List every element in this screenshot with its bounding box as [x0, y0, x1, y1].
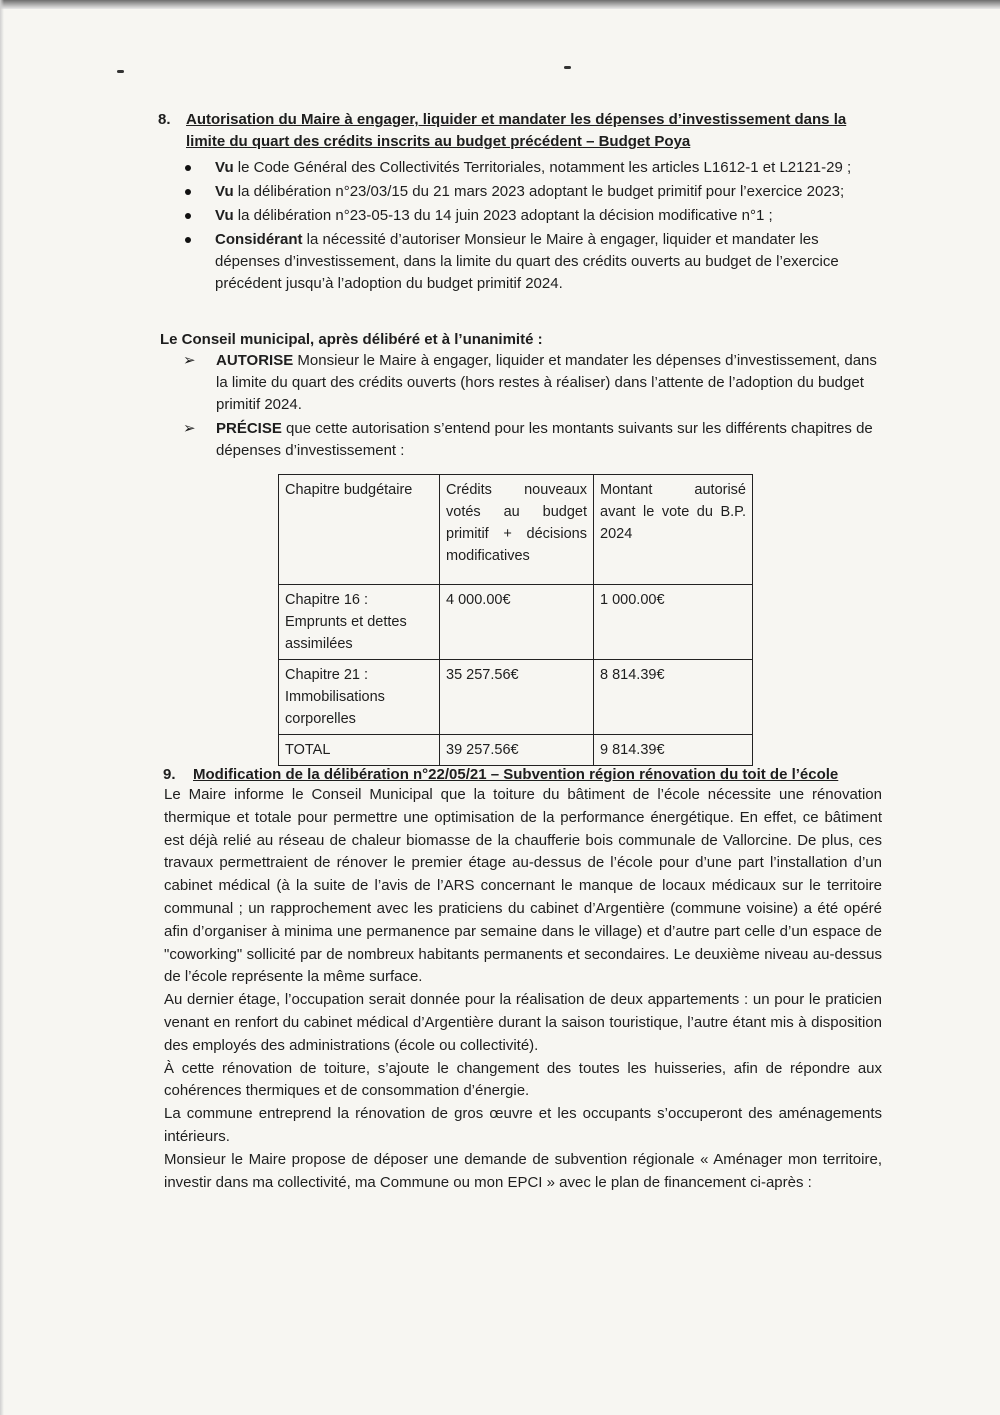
table-cell: 39 257.56€ [440, 735, 594, 766]
decisions-list [183, 350, 878, 464]
budget-table [278, 474, 753, 766]
section-9-body [164, 784, 882, 1194]
list-item [185, 229, 875, 295]
considerations-list [185, 157, 875, 297]
table-header-cell: Crédits nouveaux votés au budget primitif + décisions modificatives [440, 475, 594, 585]
paragraph: Monsieur le Maire propose de déposer une demande de subvention régionale « Aménager mon territoire, investir dans ma collectivité, ma Commune ou mon EPCI » avec le plan de financement ci-après : [164, 1150, 882, 1191]
section-title: Autorisation du Maire à engager, liquider et mandater les dépenses d’investissement dans la limite du quart des crédits inscrits au budget précédent – Budget Poya [186, 111, 847, 150]
list-item [183, 418, 878, 462]
table-cell: 9 814.39€ [594, 735, 753, 766]
section-number: 9. [163, 766, 176, 783]
table-cell: 8 814.39€ [594, 660, 753, 735]
list-item [183, 350, 878, 416]
paragraph: À cette rénovation de toiture, s’ajoute le changement des toutes les huisseries, afin de répondre aux cohérences thermiques et de consommation d’énergie. [164, 1059, 882, 1100]
section-number: 8. [158, 111, 171, 128]
item-text: la délibération n°23/03/15 du 21 mars 2023 adoptant le budget primitif pour l’exercice 2023; [233, 183, 845, 200]
table-cell: TOTAL [279, 735, 440, 766]
table-cell: 35 257.56€ [440, 660, 594, 735]
scan-speck [117, 70, 124, 73]
bullet-icon [185, 165, 191, 171]
paragraph: Au dernier étage, l’occupation serait donnée pour la réalisation de deux appartements : un pour le praticien venant en renfort du cabinet médical d’Argentière durant la saison touristique, l’autre étant mis à disposition des employés des administrations (école ou collectivité). [164, 991, 882, 1054]
item-lead: Considérant [215, 231, 303, 248]
scan-speck [564, 66, 571, 69]
table-cell: Chapitre 16 : Emprunts et dettes assimilées [279, 585, 440, 660]
scan-edge-top [0, 0, 1000, 9]
list-item [185, 157, 875, 179]
item-text: le Code Général des Collectivités Territoriales, notamment les articles L1612-1 et L2121-29 ; [233, 159, 852, 176]
table-header-row [279, 475, 753, 585]
arrow-icon: ➢ [183, 352, 196, 369]
table-row [279, 735, 753, 766]
table-cell: 4 000.00€ [440, 585, 594, 660]
list-item [185, 205, 875, 227]
arrow-icon: ➢ [183, 420, 196, 437]
item-lead: AUTORISE [216, 352, 294, 369]
item-text: la délibération n°23-05-13 du 14 juin 2023 adoptant la décision modificative n°1 ; [233, 207, 773, 224]
table-cell: 1 000.00€ [594, 585, 753, 660]
item-text: que cette autorisation s’entend pour les montants suivants sur les différents chapitres de dépenses d’investissement : [216, 420, 873, 459]
scan-edge-left [0, 0, 4, 1415]
item-lead: Vu [215, 207, 234, 224]
item-lead: PRÉCISE [216, 420, 282, 437]
item-text: la nécessité d’autoriser Monsieur le Maire à engager, liquider et mandater les dépenses d’investissement, dans la limite du quart des crédits ouverts au budget de l’exercice précédent jusqu’à l’adoption du budget primitif 2024. [215, 231, 839, 292]
section-title: Modification de la délibération n°22/05/21 – Subvention région rénovation du toit de l’école [193, 766, 839, 783]
item-lead: Vu [215, 183, 234, 200]
item-lead: Vu [215, 159, 234, 176]
table-cell: Chapitre 21 : Immobilisations corporelles [279, 660, 440, 735]
table-row [279, 660, 753, 735]
paragraph: La commune entreprend la rénovation de gros œuvre et les occupants s’occuperont des aménagements intérieurs. [164, 1105, 882, 1145]
table-header-cell: Montant autorisé avant le vote du B.P. 2024 [594, 475, 753, 585]
bullet-icon [185, 189, 191, 195]
bullet-icon [185, 237, 191, 243]
paragraph: Le Maire informe le Conseil Municipal que la toiture du bâtiment de l’école nécessite une rénovation thermique et totale pour permettre une optimisation de la performance énergétique. En effet, ce bâtiment est déjà relié au réseau de chaleur biomasse de la chaufferie bois communale de Vallorcine. De plus, ces travaux permettraient de rénover le premier étage au-dessus de l’école pour d’une part l’installation d’un cabinet médical (à la suite de l’avis de l’ARS concernant le manque de locaux médicaux sur le territoire communal ; un rapprochement avec les praticiens du cabinet d’Argentière (commune voisine) a été opéré afin d’organiser à minima une permanence par semaine dans le village) et d’autre part celle d’un espace de "coworking" sollicité par de nombreux habitants permanents et secondaires. Le deuxième niveau au-dessus de l’école représente la même surface. [164, 786, 882, 986]
table-row [279, 585, 753, 660]
list-item [185, 181, 875, 203]
bullet-icon [185, 213, 191, 219]
council-statement: Le Conseil municipal, après délibéré et à l’unanimité : [160, 331, 543, 348]
table-header-cell: Chapitre budgétaire [279, 475, 440, 585]
item-text: Monsieur le Maire à engager, liquider et mandater les dépenses d’investissement, dans la limite du quart des crédits ouverts (hors restes à réaliser) dans l’attente de l’adoption du budget primitif 2024. [216, 352, 877, 413]
